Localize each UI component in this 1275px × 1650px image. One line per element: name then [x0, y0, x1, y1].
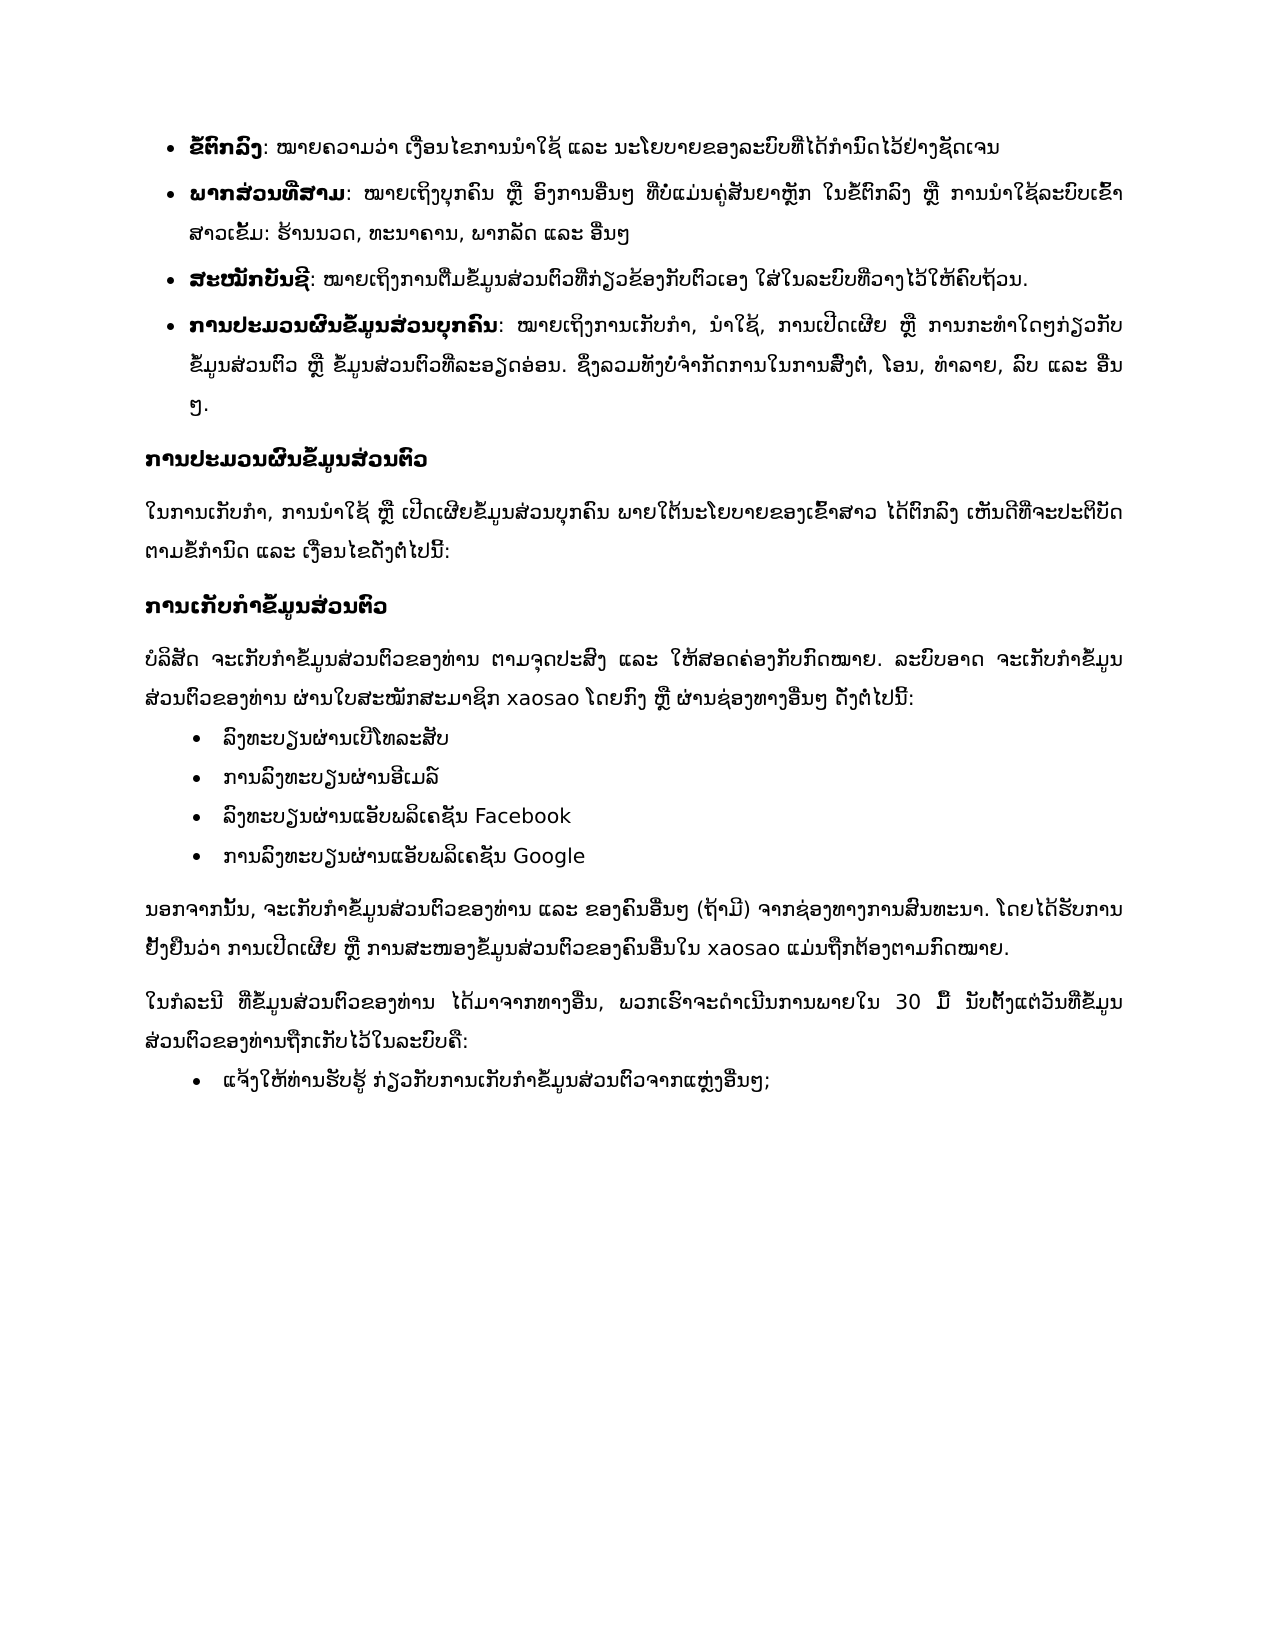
section-heading-collection: ການເກັບກຳຂໍ້ມູນສ່ວນຕົວ [145, 593, 388, 618]
list-item [145, 174, 1123, 253]
definition-term: ການປະມວນຜົນຂໍ້ມູນສ່ວນບຸກຄົນ [189, 313, 498, 338]
definition-term: ສະໝັກບັນຊີ [189, 267, 310, 292]
registration-channel-list [145, 719, 1123, 876]
definition-term: ຂໍ້ຕົກລົງ [189, 135, 263, 159]
list-item: ການລົງທະບຽນຜ່ານແອັບພລິເຄຊັນ Google [145, 837, 1123, 876]
section-paragraph-processing: ໃນການເກັບກຳ, ການນຳໃຊ້ ຫຼື ເປີດເຜີຍຂໍ້ມູນສ່ວນບຸກຄົນ ພາຍໃຕ້ນະໂຍບາຍຂອງເຂົ້າສາວ ໄດ້ຕົກລົງ ເຫັນດີທີ່ຈະປະຕິບັດຕາມຂໍ້ກຳນົດ ແລະ ເງື່ອນໄຂດັ່ງຕໍ່ໄປນີ້: [145, 499, 1123, 564]
paragraph-after-channel-list: ນອກຈາກນັ້ນ, ຈະເກັບກຳຂໍ້ມູນສ່ວນຕົວຂອງທ່ານ ແລະ ຂອງຄົນອື່ນໆ (ຖ້າມີ) ຈາກຊ່ອງທາງການສົນທະນາ. ໂດຍໄດ້ຮັບການຢັ້ງຢືນວ່າ ການເປີດເຜີຍ ຫຼື ການສະໜອງຂໍ້ມູນສ່ວນຕົວຂອງຄົນອື່ນໃນ xaosao ແມ່ນຖືກຕ້ອງຕາມກົດໝາຍ. [145, 897, 1123, 961]
list-item: ການລົງທະບຽນຜ່ານອີເມລ໌ [145, 758, 1123, 797]
definition-body: ໝາຍຄວາມວ່າ ເງື່ອນໄຂການນຳໃຊ້ ແລະ ນະໂຍບາຍຂອງລະບົບທີ່ໄດ້ກຳນົດໄວ້ຢ່າງຊັດເຈນ [269, 135, 1000, 159]
definition-list [145, 128, 1123, 425]
definition-separator: : [345, 181, 353, 206]
section-paragraph-collection: ບໍລິສັດ ຈະເກັບກຳຂໍ້ມູນສ່ວນຕົວຂອງທ່ານ ຕາມຈຸດປະສົງ ແລະ ໃຫ້ສອດຄ່ອງກັບກົດໝາຍ. ລະບົບອາດ ຈະເກັບກຳຂໍ້ມູນສ່ວນຕົວຂອງທ່ານ ຜ່ານໃບສະໝັກສະມາຊິກ xaosao ໂດຍກົງ ຫຼື ຜ່ານຊ່ອງທາງອື່ນໆ ດັ່ງຕໍ່ໄປນີ້: [145, 646, 1123, 711]
definition-body: ໝາຍເຖິງການຕື່ມຂໍ້ມູນສ່ວນຕົວທີ່ກ່ຽວຂ້ອງກັບຕົວເອງ ໃສ່ໃນລະບົບທີ່ວາງໄວ້ໃຫ້ຄົບຖ້ວນ. [316, 267, 1029, 292]
list-item [145, 306, 1123, 424]
definition-separator: : [262, 135, 270, 159]
list-item [145, 128, 1123, 167]
list-item [145, 260, 1123, 299]
definition-separator: : [497, 313, 505, 338]
paragraph-timeframe: ໃນກໍລະນີ ທີ່ຂໍ້ມູນສ່ວນຕົວຂອງທ່ານ ໄດ້ມາຈາກທາງອື່ນ, ພວກເຮົາຈະດຳເນີນການພາຍໃນ 30 ມື້ ນັບຕັ້ງແຕ່ວັນທີ່ຂໍ້ມູນສ່ວນຕົວຂອງທ່ານຖືກເກັບໄວ້ໃນລະບົບຄື: [145, 989, 1123, 1054]
list-item: ລົງທະບຽນຜ່ານແອັບພລິເຄຊັນ Facebook [145, 797, 1123, 836]
final-obligation-list [145, 1061, 1123, 1100]
list-item: ແຈ້ງໃຫ້ທ່ານຮັບຮູ້ ກ່ຽວກັບການເກັບກຳຂໍ້ມູນສ່ວນຕົວຈາກແຫຼ່ງອື່ນໆ; [145, 1061, 1123, 1100]
definition-separator: : [309, 267, 317, 292]
definition-term: ພາກສ່ວນທີ່ສາມ [189, 181, 346, 206]
list-item: ລົງທະບຽນຜ່ານເບີໂທລະສັບ [145, 719, 1123, 758]
definition-body: ໝາຍເຖິງບຸກຄົນ ຫຼື ອົງການອື່ນໆ ທີ່ບໍ່ແມ່ນຄູ່ສັນຍາຫຼັກ ໃນຂໍ້ຕົກລົງ ຫຼື ການນຳໃຊ້ລະບົບເຂົ້າສາວເຂັ້ມ: ຮ້ານນວດ, ທະນາຄານ, ພາກລັດ ແລະ ອື່ນໆ [189, 181, 1123, 245]
section-heading-processing: ການປະມວນຜົນຂໍ້ມູນສ່ວນຕົວ [145, 446, 429, 471]
definition-body: ໝາຍເຖິງການເກັບກຳ, ນຳໃຊ້, ການເປີດເຜີຍ ຫຼື ການກະທຳໃດໆກ່ຽວກັບຂໍ້ມູນສ່ວນຕົວ ຫຼື ຂໍ້ມູນສ່ວນຕົວທີ່ລະອຽດອ່ອນ. ຊຶ່ງລວມທັງບໍ່ຈຳກັດການໃນການສົ່ງຕໍ່, ໂອນ, ທຳລາຍ, ລົບ ແລະ ອື່ນໆ. [189, 313, 1123, 417]
document-body [145, 128, 1123, 1101]
